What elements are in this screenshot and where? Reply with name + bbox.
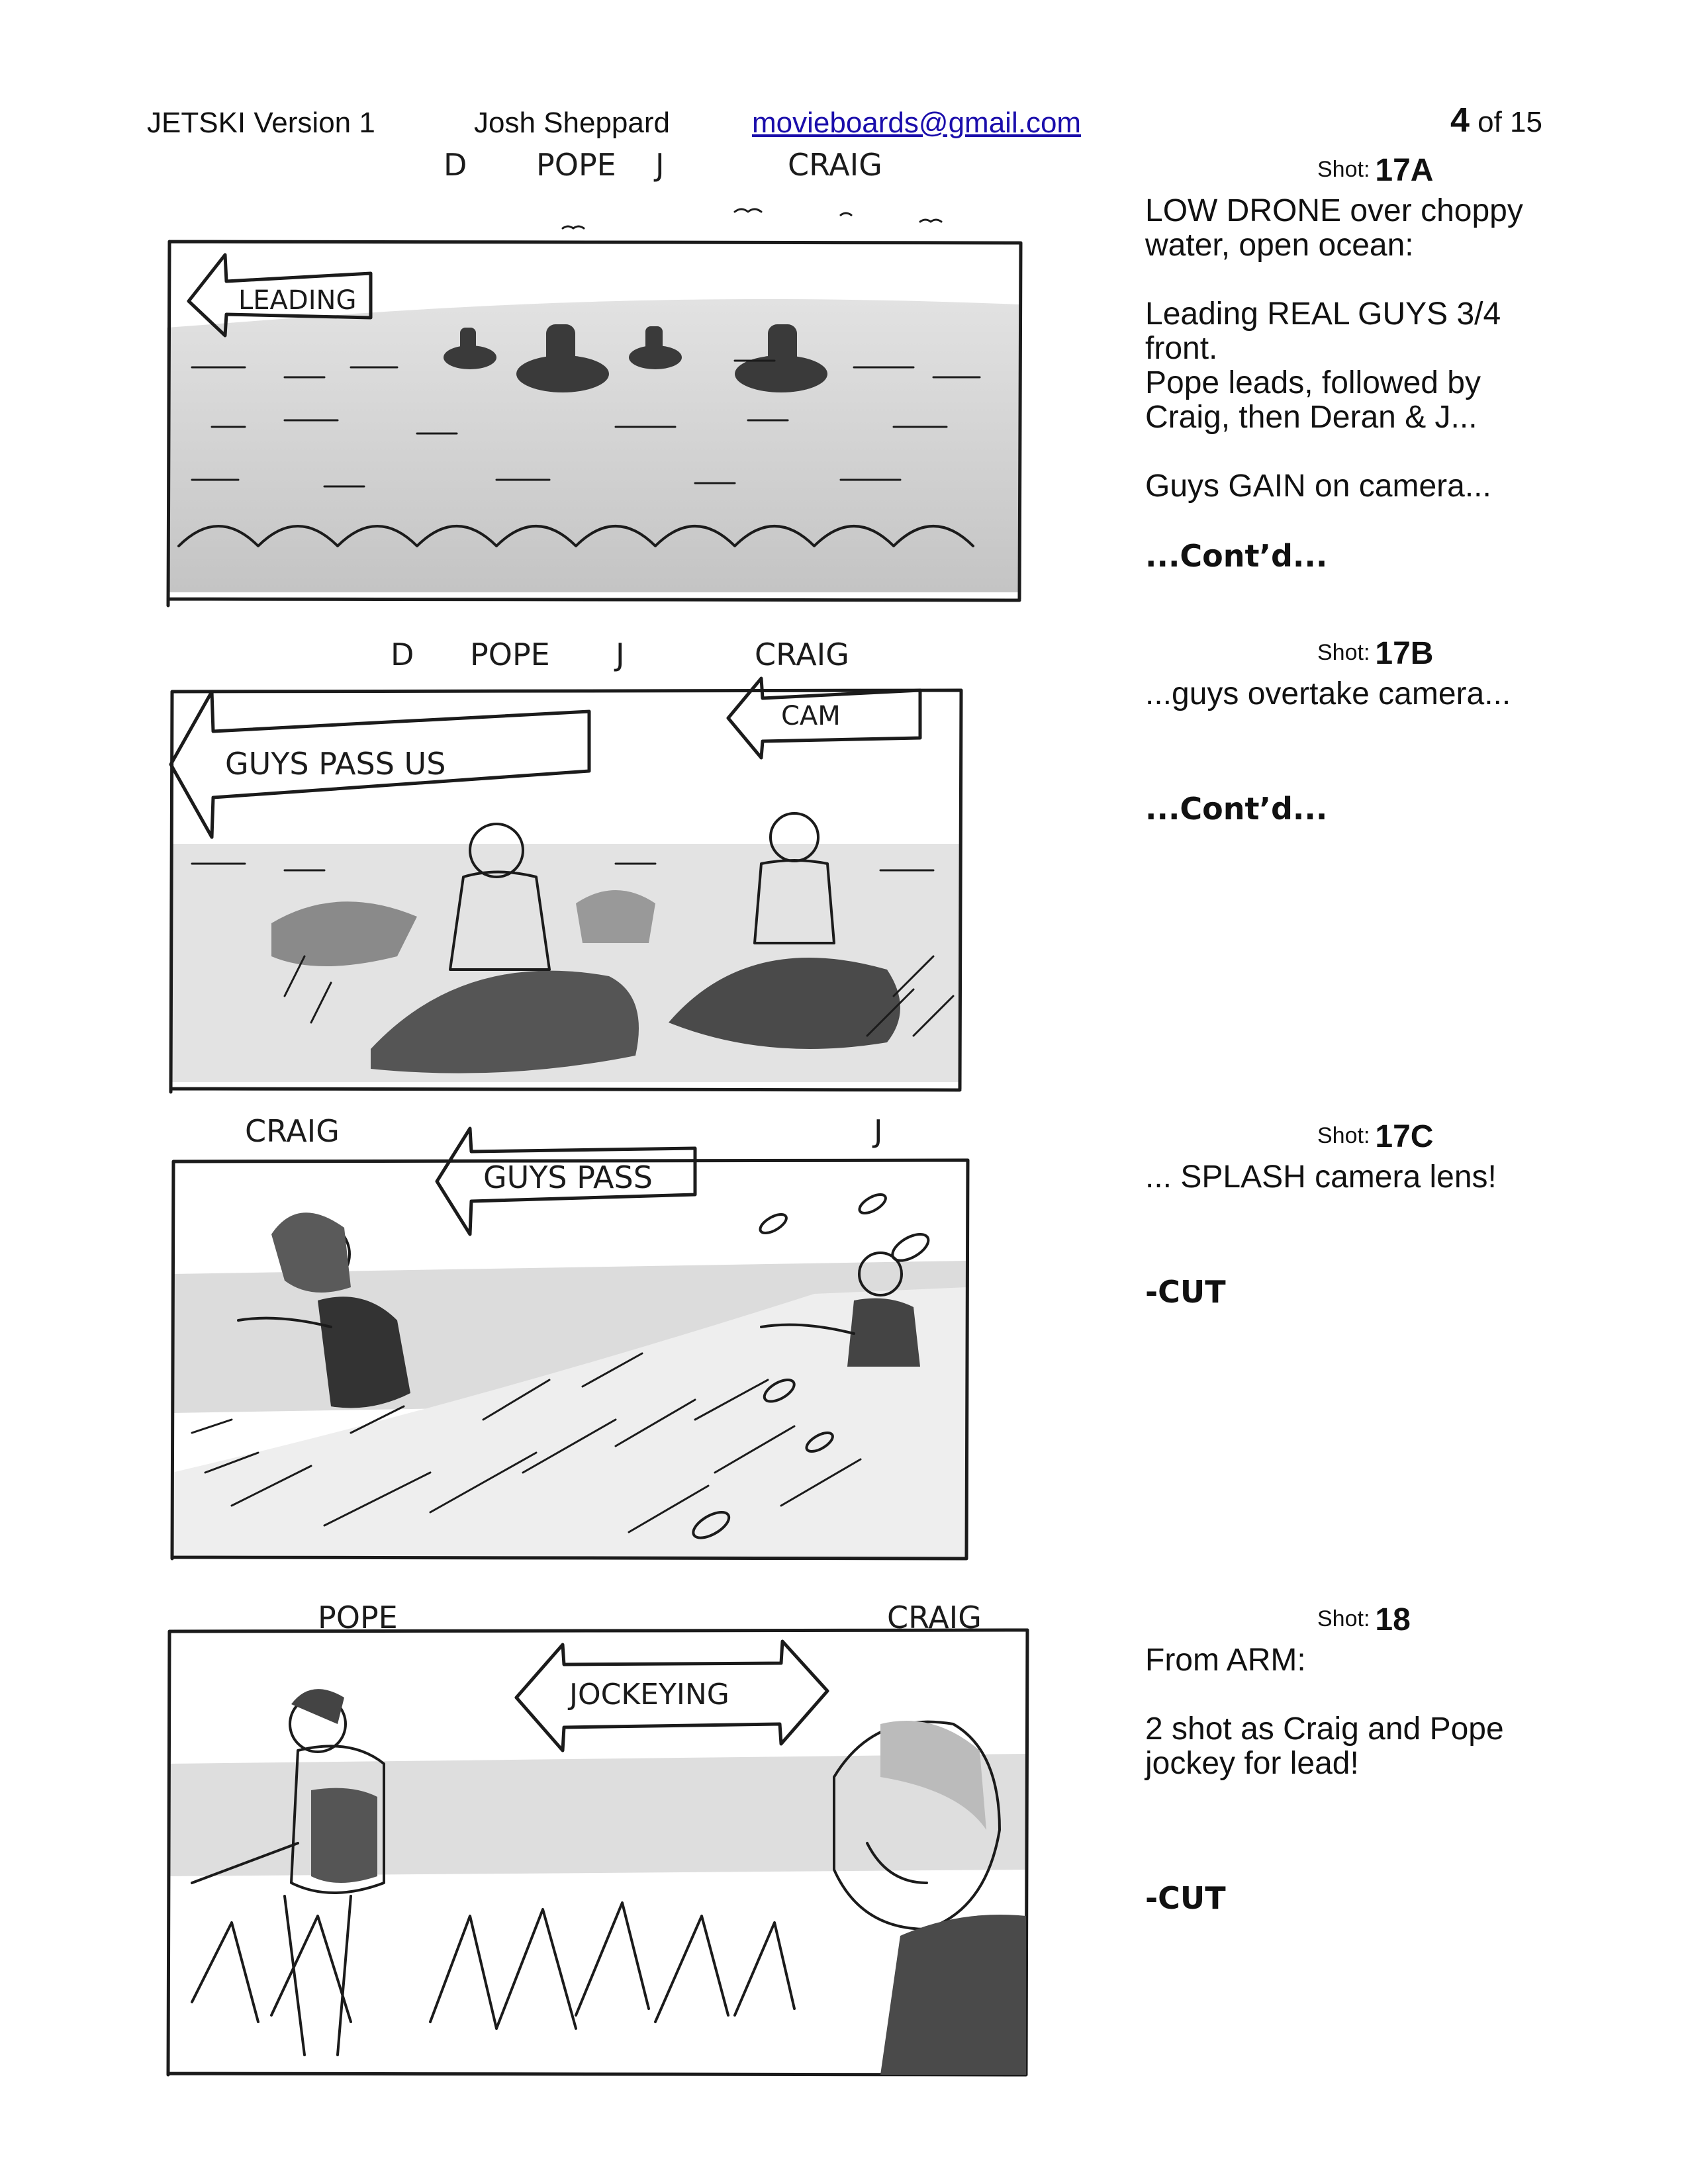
storyboard-panel-17c	[152, 1102, 993, 1565]
email-link[interactable]: movieboards@gmail.com	[752, 107, 1082, 139]
sketch-17b	[152, 625, 980, 1102]
shot-description: From ARM: 2 shot as Craig and Pope jockey for lead!	[1145, 1643, 1504, 1781]
shot-description: ...guys overtake camera...	[1145, 676, 1511, 711]
page-indicator	[1450, 101, 1542, 140]
panel-label-j: J	[655, 149, 665, 183]
shot-block-17b	[1145, 635, 1569, 827]
panel-label-pope: POPE	[470, 637, 550, 672]
shot-block-17a	[1145, 152, 1569, 574]
panel-label-pope: POPE	[536, 149, 616, 183]
sketch-17c	[152, 1102, 993, 1565]
shot-transition: ...Cont’d...	[1145, 791, 1328, 827]
project-title: JETSKI Version 1	[147, 107, 375, 139]
sketch-18	[152, 1592, 1039, 2081]
shot-block-18	[1145, 1602, 1569, 1916]
panel-label-pope: POPE	[318, 1600, 398, 1635]
ocean-area	[167, 299, 1019, 592]
shot-description: ... SPLASH camera lens!	[1145, 1160, 1497, 1195]
shot-transition: ...Cont’d...	[1145, 538, 1328, 574]
storyboard-panel-17a	[152, 149, 1033, 615]
panel-label-craig: CRAIG	[755, 637, 849, 672]
shot-prefix: Shot:	[1317, 157, 1370, 182]
author-name: Josh Sheppard	[474, 107, 670, 139]
panel-label-craig: CRAIG	[887, 1600, 982, 1635]
shot-number: 18	[1375, 1602, 1411, 1637]
panel-label-j: J	[874, 1113, 883, 1149]
panel-label-d: D	[391, 637, 414, 672]
birds-icon	[563, 209, 941, 228]
shot-number: 17A	[1375, 153, 1434, 188]
arrow-label-cam: CAM	[781, 701, 841, 731]
shot-prefix: Shot:	[1317, 640, 1370, 665]
shot-transition: -CUT	[1145, 1274, 1226, 1310]
shot-number: 17C	[1375, 1119, 1434, 1154]
arrow-label-guys-pass-us: GUYS PASS US	[225, 746, 446, 782]
page-of: of	[1477, 106, 1502, 138]
arrow-label-jockeying: JOCKEYING	[569, 1678, 729, 1711]
storyboard-panel-17b	[152, 625, 980, 1102]
panel-label-craig: CRAIG	[245, 1113, 340, 1149]
shot-prefix: Shot:	[1317, 1606, 1370, 1631]
shot-transition: -CUT	[1145, 1880, 1226, 1916]
shot-number: 17B	[1375, 636, 1434, 671]
shot-description: LOW DRONE over choppy water, open ocean: Leading REAL GUYS 3/4 front. Pope leads, followed by Craig, then Deran & J... Guys GAIN on camera...	[1145, 193, 1523, 504]
shot-block-17c	[1145, 1118, 1569, 1310]
arrow-label-guys-pass: GUYS PASS	[483, 1160, 653, 1195]
sketch-17a	[152, 149, 1033, 615]
storyboard-panel-18	[152, 1592, 1039, 2081]
panel-label-j: J	[616, 637, 625, 672]
arrow-label-leading: LEADING	[238, 285, 357, 316]
page-total: 15	[1510, 106, 1542, 138]
panel-label-d: D	[444, 149, 467, 183]
shot-prefix: Shot:	[1317, 1123, 1370, 1148]
panel-label-craig: CRAIG	[788, 149, 882, 183]
page-current: 4	[1450, 101, 1470, 140]
